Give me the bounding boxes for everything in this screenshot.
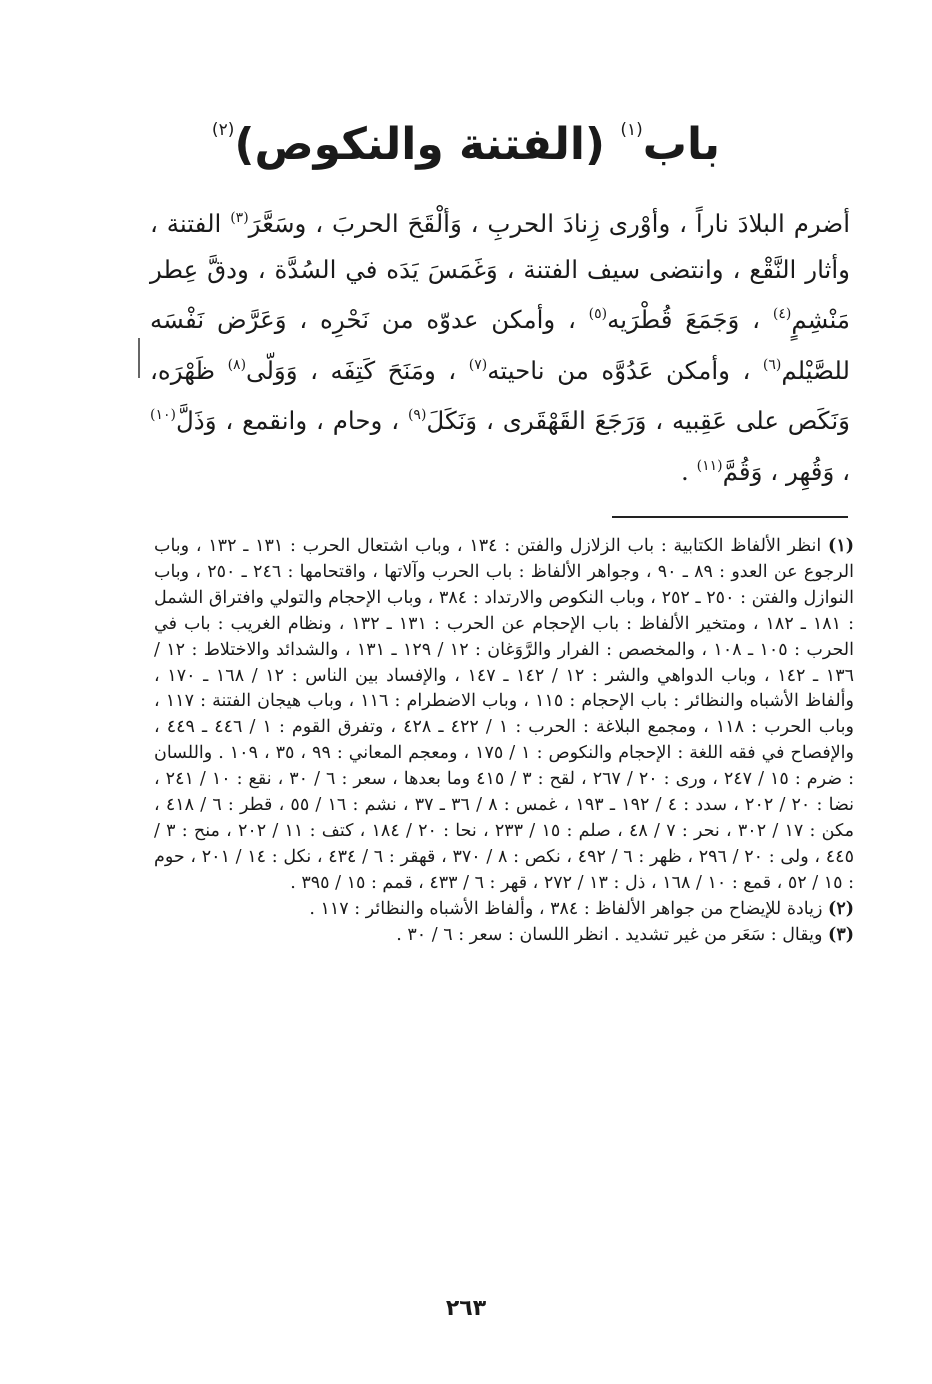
body-segment: ، وَجَمَعَ قُطْرَيه [607, 305, 773, 334]
body-segment: . [681, 456, 697, 486]
footnotes-section [154, 534, 854, 949]
footnote-ref-5: (٥) [588, 306, 608, 322]
footnote-ref-7: (٧) [468, 356, 488, 373]
body-segment: ، وأمكن عدوّه من نَحْرِه ، وَعَرَّض نَفْسَه للصَّيْلم [150, 305, 850, 385]
body-segment: ، وحام ، وانقمع ، وَذَلَّ [175, 406, 408, 435]
title-word: باب [642, 119, 721, 170]
title-footnote-ref-2: (٢) [211, 120, 235, 140]
footnote-text: زيادة للإيضاح من جواهر الألفاظ : ٣٨٤ ، وألفاظ الأشباه والنظائر : ١١٧ . [309, 898, 823, 919]
body-paragraph [150, 196, 850, 494]
footnote-ref-4: (٤) [772, 306, 792, 322]
title-footnote-ref-1: (١) [620, 120, 643, 140]
footnote-ref-11: (١١) [696, 457, 723, 474]
footnote-divider [612, 516, 848, 518]
footnote-text: انظر الألفاظ الكتابية : باب الزلازل والفتن : ١٣٤ ، وباب اشتعال الحرب : ١٣١ ـ ١٣٢ ، وباب الرجوع عن العدو : ٨٩ ـ ٩٠ ، وجواهر الألفاظ : باب الحرب وآلاتها ، واقتحامها : ٢٤٦ ـ ٢٥٠ ، وباب النوازل والفتن : ٢٥٠ ـ ٢٥٢ ، وباب النكوص والارتداد : ٣٨٤ ، وباب الإحجام والتولي وافتراق الشمل : ١٨١ ـ ١٨٢ ، ومتخير الألفاظ : باب الإحجام عن الحرب : ١٣١ ـ ١٣٢ ، ونظام الغريب : باب في الحرب : ١٠٥ ـ ١٠٨ ، والمخصص : الفرار والرَّوَغان : ١٢ / ١٢٩ ـ ١٣١ ، والشدائد والاختلاط : ١٢ / ١٣٦ ـ ١٤٢ ، وباب الدواهي والشر : ١٢ / ١٤٢ ـ ١٤٧ ، والإفساد بين الناس : ١٢ / ١٦٨ ـ ١٧٠ ، وألفاظ الأشباه والنظائر : باب الإحجام : ١١٥ ، وباب الاضطرام : ١١٦ ، وباب هيجان الفتنة : ١١٧ ، وباب الحرب : ١١٨ ، ومجمع البلاغة : الحرب : ١ / ٤٢٢ ـ ٤٢٨ ، وتفرق القوم : ١ / ٤٤٦ ـ ٤٤٩ ، والإفصاح في فقه اللغة : الإحجام والنكوص : ١ / ١٧٥ ، ومعجم المعاني : ٩٩ ، ٣٥ ، ١٠٩ . واللسان : ضرم : ١٥ / ٢٤٧ ، ورى : ٢٠ / ٢٦٧ ، لقح : ٣ / ٤١٥ وما بعدها ، سعر : ٦ / ٣٠ ، نقع : ١٠ / ٢٤١ ، نضا : ٢٠ / ٢٠٢ ، سدد : ٤ / ١٩٢ ـ ١٩٣ ، غمس : ٨ / ٣٦ ـ ٣٧ ، نشم : ١٦ / ٥٥ ، قطر : ٦ / ٤١٨ ، مكن : ١٧ / ٣٠٢ ، نحر : ٧ / ٤٨ ، صلم : ١٥ / ٢٣٣ ، نحا : ٢٠ / ١٨٤ ، كتف : ١١ / ٢٠٢ ، منح : ٣ / ٤٤٥ ، ولى : ٢٠ / ٢٩٦ ، ظهر : ٦ / ٤٩٢ ، نكص : ٨ / ٣٧٠ ، قهقر : ٦ / ٤٣٤ ، نكل : ١٤ / ٢٠١ ، حوم : ١٥ / ٥٢ ، قمع : ١٠ / ١٦٨ ، ذل : ١٣ / ٢٧٢ ، قهر : ٦ / ٤٣٣ ، قمم : ١٥ / ٣٩٥ . [154, 536, 854, 893]
footnote-1 [154, 534, 854, 897]
footnote-text: ويقال : سَعَر من غير تشديد . انظر اللسان : سعر : ٦ / ٣٠ . [396, 924, 823, 945]
footnote-number: (٢) [828, 898, 854, 919]
footnote-number: (٣) [828, 924, 854, 945]
chapter-title [0, 100, 932, 175]
body-segment: ، ومَنَحَ كَتِفَه ، وَوَلّى [246, 355, 469, 385]
body-segment: ، وَقُهِر ، وَقُمَّ [722, 456, 850, 486]
body-segment: أضرم البلادَ ناراً ، وأوْرى زِنادَ الحربِ ، وَألْقَحَ الحربَ ، وسَعَّرَ [248, 209, 850, 238]
footnote-ref-6: (٦) [762, 356, 782, 373]
body-segment: الفتنة ، وأثار النَّقْع ، وانتضى سيف الفتنة ، وَغَمَسَ يَدَه في السُدَّة ، ودقَّ عِطر مَنْشِمٍ [150, 209, 850, 334]
title-subject: (الفتنة والنكوص) [234, 119, 606, 170]
footnote-2 [154, 897, 854, 923]
margin-mark [138, 338, 140, 378]
footnote-ref-9: (٩) [407, 407, 427, 423]
footnote-number: (١) [828, 536, 855, 556]
footnote-3 [154, 923, 854, 949]
body-segment: ظَهْرَه، وَنَكَص على عَقِبيه ، وَرَجَعَ القَهْقَرى ، وَنَكَلَ [150, 355, 850, 435]
page-number: ٢٦٣ [445, 1296, 487, 1321]
footnote-ref-10: (١٠) [150, 407, 176, 423]
footnote-ref-8: (٨) [227, 356, 247, 373]
footnote-ref-3: (٣) [230, 210, 249, 226]
body-segment: ، وأمكن عَدُوَّه من ناحيته [487, 355, 763, 385]
